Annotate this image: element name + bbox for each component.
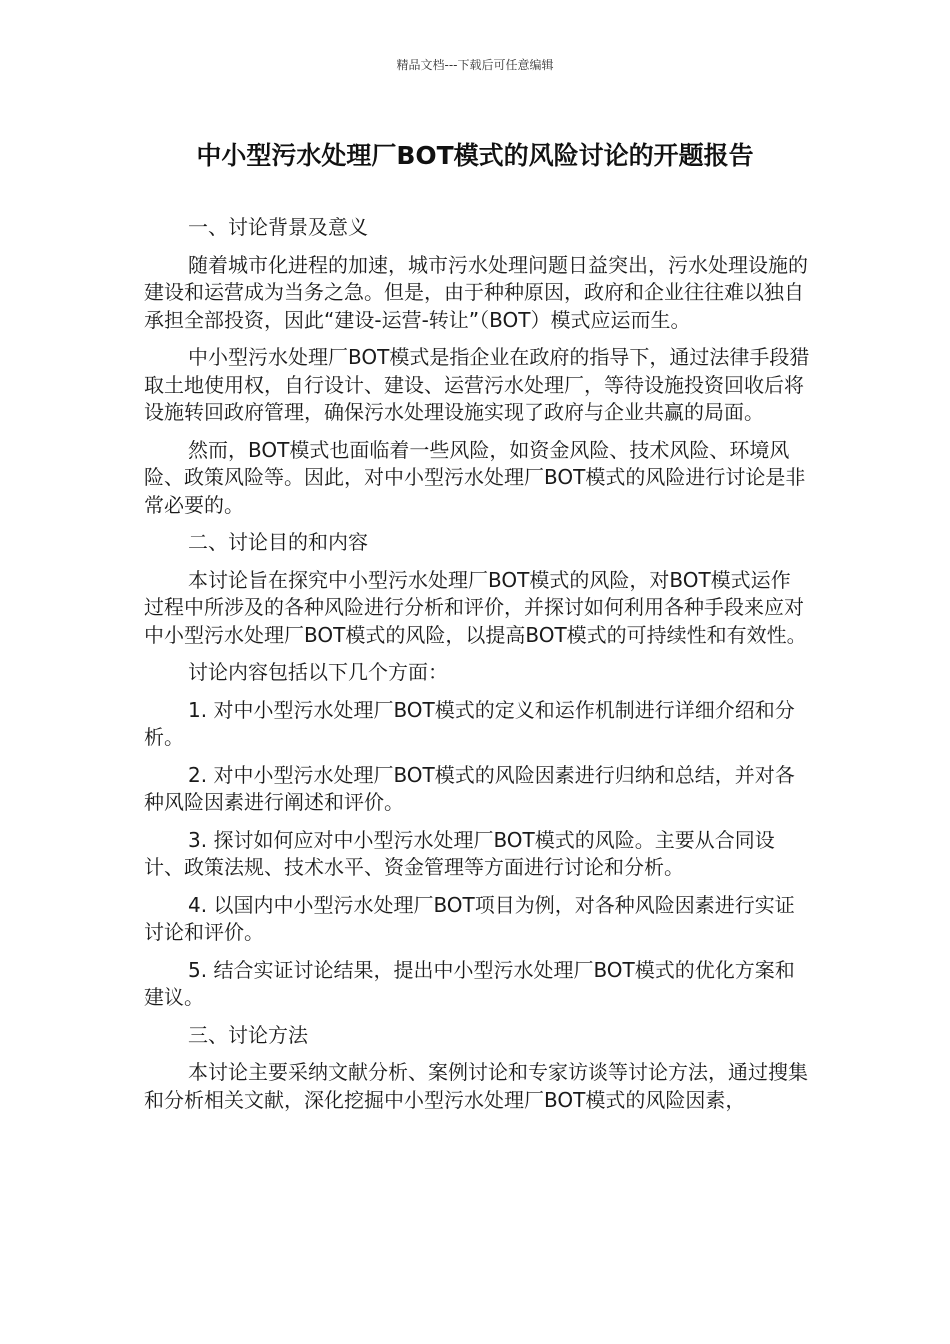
paragraph-purpose-1: 本讨论旨在探究中小型污水处理厂BOT模式的风险，对BOT模式运作过程中所涉及的各种风险进行分析和评价，并探讨如何利用各种手段来应对中小型污水处理厂BOT模式的风险，以提高BOT模式的可持续性和有效性。 (144, 567, 807, 647)
list-item: 1. 对中小型污水处理厂BOT模式的定义和运作机制进行详细介绍和分析。 (144, 697, 795, 749)
section-heading-background: 一、讨论背景及意义 (188, 215, 368, 239)
list-item: 5. 结合实证讨论结果，提出中小型污水处理厂BOT模式的优化方案和建议。 (144, 957, 795, 1009)
paragraph-method-1: 本讨论主要采纳文献分析、案例讨论和专家访谈等讨论方法，通过搜集和分析相关文献，深化挖掘中小型污水处理厂BOT模式的风险因素， (144, 1060, 808, 1112)
paragraph-background-2: 中小型污水处理厂BOT模式是指企业在政府的指导下，通过法律手段猎取土地使用权，自行设计、建设、运营污水处理厂，等待设施投资回收后将设施转回政府管理，确保污水处理设施实现了政府与企业共赢的局面。 (144, 345, 810, 424)
document-title: 中小型污水处理厂BOT模式的风险讨论的开题报告 (196, 141, 754, 170)
section-heading-method: 三、讨论方法 (188, 1022, 308, 1047)
paragraph-background-1: 随着城市化进程的加速，城市污水处理问题日益突出，污水处理设施的建设和运营成为当务之急。但是，由于种种原因，政府和企业往往难以独自承担全部投资，因此“建设-运营-转让”（BOT）模式应运而生。 (144, 252, 808, 332)
list-item: 4. 以国内中小型污水处理厂BOT项目为例，对各种风险因素进行实证讨论和评价。 (144, 892, 795, 944)
header-note: 精品文档---下载后可任意编辑 (396, 58, 554, 72)
document-body (144, 214, 810, 1124)
list-item: 3. 探讨如何应对中小型污水处理厂BOT模式的风险。主要从合同设计、政策法规、技术水平、资金管理等方面进行讨论和分析。 (144, 827, 775, 879)
paragraph-purpose-2: 讨论内容包括以下几个方面： (188, 660, 448, 684)
list-item: 2. 对中小型污水处理厂BOT模式的风险因素进行归纳和总结，并对各种风险因素进行阐述和评价。 (144, 762, 795, 814)
paragraph-background-3: 然而，BOT模式也面临着一些风险，如资金风险、技术风险、环境风险、政策风险等。因此，对中小型污水处理厂BOT模式的风险进行讨论是非常必要的。 (144, 437, 806, 517)
section-heading-purpose: 二、讨论目的和内容 (188, 530, 368, 554)
